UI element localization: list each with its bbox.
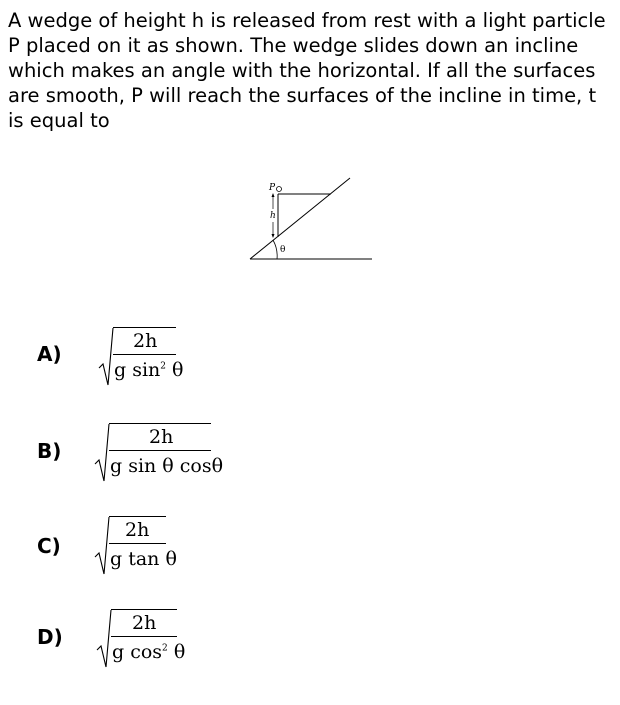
- option-c-denominator: g tan θ: [110, 548, 177, 570]
- option-d-numerator: 2h: [132, 612, 157, 634]
- option-b-formula: [94, 423, 224, 485]
- option-b[interactable]: [0, 423, 620, 513]
- option-d[interactable]: [0, 609, 620, 699]
- label-p: P: [269, 183, 276, 193]
- option-c-formula: [94, 516, 177, 578]
- fraction-bar: [113, 354, 176, 355]
- option-a[interactable]: [0, 327, 620, 417]
- sqrt-vinculum: [109, 423, 211, 424]
- option-d-formula: [96, 609, 186, 671]
- option-d-label: D): [37, 625, 63, 649]
- option-c-label: C): [37, 534, 61, 558]
- option-a-formula: [98, 327, 188, 389]
- arrow-head-down-icon: [272, 234, 275, 238]
- option-a-denominator: g $\sin^2 \theta$: [114, 359, 184, 381]
- sqrt-icon: [94, 516, 110, 578]
- fraction-bar: [109, 450, 211, 451]
- option-d-denominator: g $\cos^2 \theta$: [112, 641, 186, 663]
- sqrt-icon: [94, 423, 110, 485]
- option-b-label: B): [37, 439, 62, 463]
- particle-p-icon: [277, 187, 282, 192]
- label-theta: θ: [280, 245, 286, 255]
- arrow-head-up-icon: [272, 193, 275, 197]
- option-c[interactable]: [0, 516, 620, 606]
- sqrt-vinculum: [113, 327, 176, 328]
- option-b-denominator: g sin θ cosθ: [110, 455, 224, 477]
- option-c-numerator: 2h: [125, 519, 150, 541]
- label-h: h: [270, 211, 276, 221]
- fraction-bar: [109, 543, 166, 544]
- incline-surface-line: [250, 178, 350, 259]
- sqrt-vinculum: [109, 516, 166, 517]
- sqrt-icon: [98, 327, 114, 389]
- option-a-numerator: 2h: [133, 330, 158, 352]
- wedge-diagram: [245, 172, 380, 268]
- angle-arc-icon: [273, 240, 277, 259]
- option-a-label: A): [37, 342, 62, 366]
- sqrt-icon: [96, 609, 112, 671]
- sqrt-vinculum: [111, 609, 177, 610]
- question-text: A wedge of height h is released from rest with a light particle P placed on it as shown. The wedge slides down an incline which makes an angle with the horizontal. If all the surfaces are smooth, P will reach the surfaces of the incline in time, t is equal to: [8, 9, 606, 132]
- option-b-numerator: 2h: [149, 426, 174, 448]
- fraction-bar: [111, 636, 177, 637]
